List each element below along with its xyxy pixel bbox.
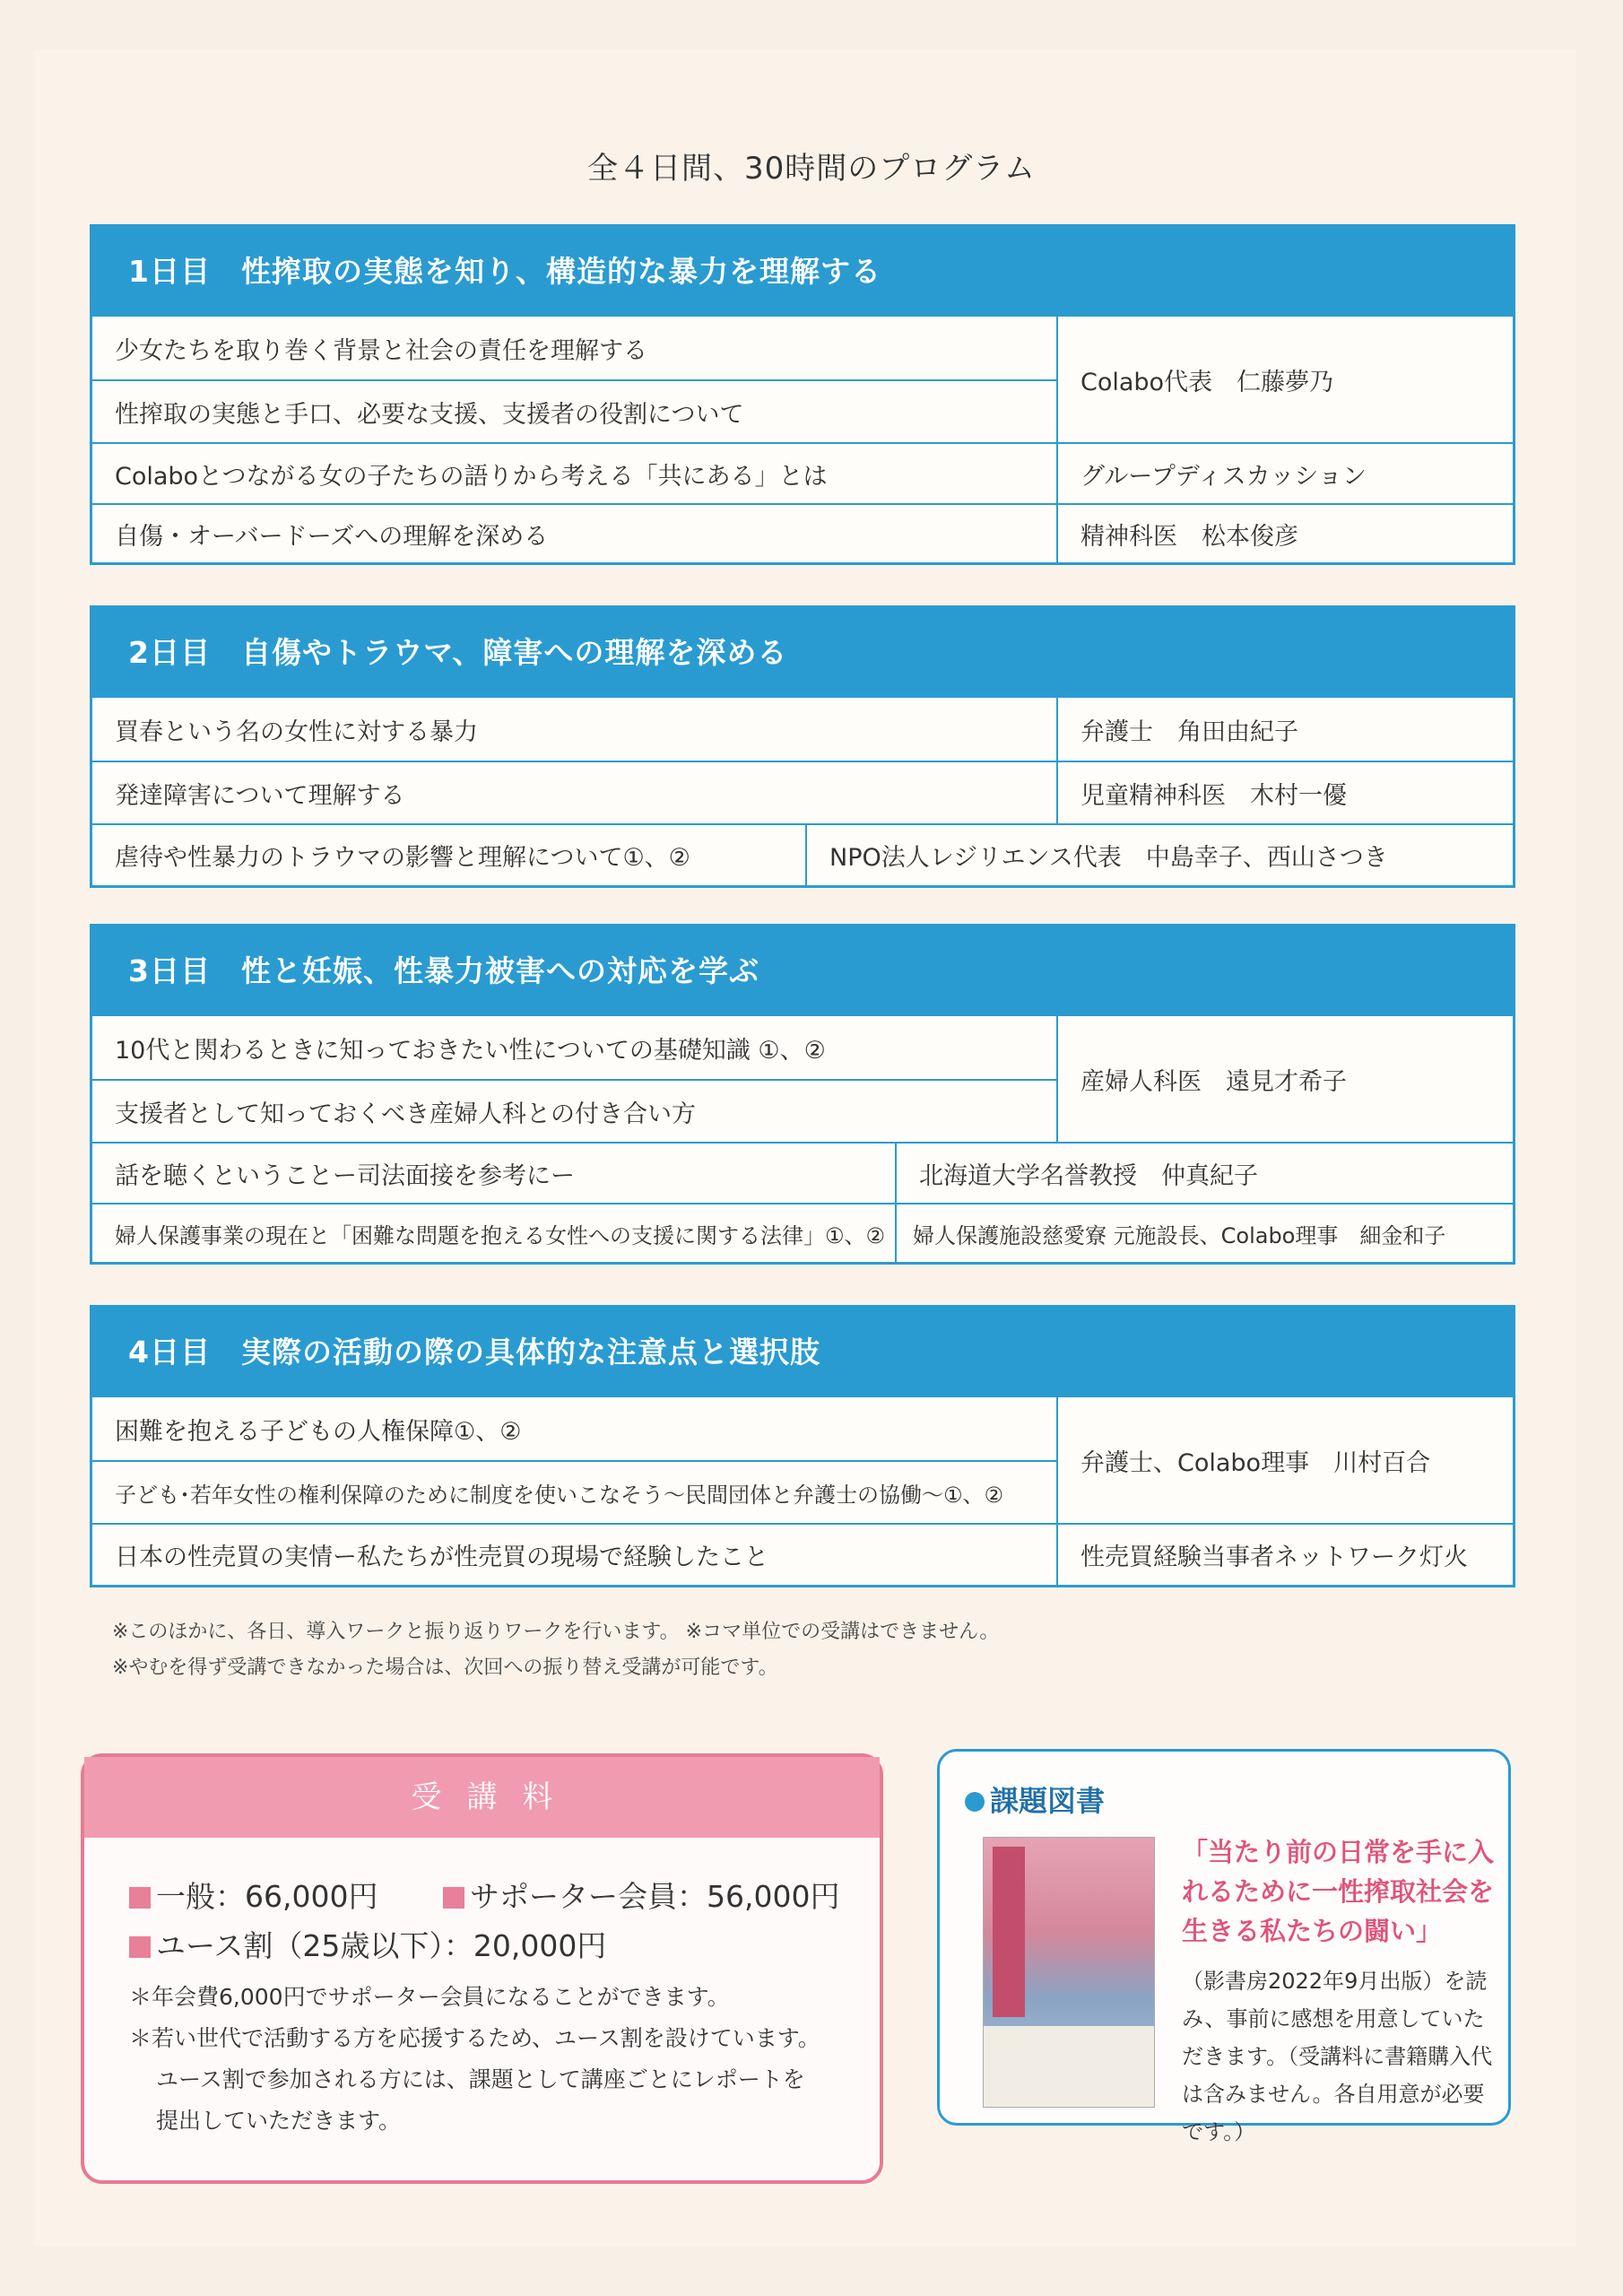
day2-speaker-1: 弁護士 角田由紀子 [1056,698,1513,761]
day3-session-2: 支援者として知っておくべき産婦人科との付き合い方 [92,1079,1056,1142]
day3-session-1: 10代と関わるときに知っておきたい性についての基礎知識 ①、② [115,1036,826,1065]
day1-speaker-2: グループディスカッション [1056,442,1513,503]
square-bullet-icon [443,1887,464,1909]
fee-general: 一般：66,000円 [129,1874,378,1916]
fee-supporter: サポーター会員：56,000円 [443,1874,839,1916]
day3-session-4: 婦人保護事業の現在と「困難な問題を抱える女性への支援に関する法律」①、② [92,1203,895,1262]
day3-block [90,924,1515,1265]
fee-heading: 受講料 [84,1757,880,1838]
notes [112,1614,999,1686]
day2-session-1: 買春という名の女性に対する暴力 [115,718,478,746]
day1-block [90,224,1515,565]
day1-session-1: 少女たちを取り巻く背景と社会の責任を理解する [115,336,647,365]
day1-speaker-3: 精神科医 松本俊彦 [1056,503,1513,562]
day2-speaker-2: 児童精神科医 木村一優 [1056,761,1513,823]
day4-session-2: 子ども･若年女性の権利保障のために制度を使いこなそう～民間団体と弁護士の協働～①、② [92,1460,1056,1523]
page-title: 全４日間、30時間のプログラム [587,151,1036,187]
day3-speaker-2: 北海道大学名誉教授 仲真紀子 [895,1142,1513,1203]
bullet-dot-icon [965,1792,985,1812]
square-bullet-icon [129,1936,151,1958]
fee-box [81,1753,883,2184]
book-box [937,1749,1511,2144]
fee-note-4: 提出していただきます。 [156,2108,402,2134]
day1-session-3: Colaboとつながる女の子たちの語りから考える「共にある」とは [92,442,1056,503]
day3-heading: 3日目 性と妊娠、性暴力被害への対応を学ぶ [92,926,1513,1016]
day1-speaker-1: Colabo代表 仁藤夢乃 [1056,317,1513,442]
day4-speaker-2: 性売買経験当事者ネットワーク灯火 [1056,1523,1513,1585]
fee-note-3: ユース割で参加される方には、課題として講座ごとにレポートを [156,2066,805,2092]
book-description: （影書房2022年9月出版）を読み、事前に感想を用意していただきます。（受講料に書籍購入代は含みません。各自用意が必要です。） [1182,1969,1493,2144]
day3-speaker-1: 産婦人科医 遠見才希子 [1056,1016,1513,1142]
fee-note-1: ＊年会費6,000円でサポーター会員になることができます。 [129,1984,730,2010]
day2-block [90,605,1515,888]
day1-heading: 1日目 性搾取の実態を知り、構造的な暴力を理解する [92,227,1513,317]
day1-session-4: 自傷・オーバードーズへの理解を深める [92,503,1056,562]
day2-heading: 2日目 自傷やトラウマ、障害への理解を深める [92,608,1513,698]
book-title: 「当たり前の日常を手に入れるために一性搾取社会を生きる私たちの闘い」 [1182,1837,1495,1946]
day4-session-3: 日本の性売買の実情ー私たちが性売買の現場で経験したこと [92,1523,1056,1585]
book-heading: 課題図書 [965,1779,1105,1820]
note-line-1: ※このほかに、各日、導入ワークと振り返りワークを行います。 ※コマ単位での受講はできません。 [112,1621,1000,1643]
day1-session-2: 性搾取の実態と手口、必要な支援、支援者の役割について [92,379,1056,442]
day2-speaker-3: NPO法人レジリエンス代表 中島幸子、西山さつき [805,823,1513,885]
book-cover-image [983,1837,1155,2108]
day3-session-3: 話を聴くということー司法面接を参考にー [92,1142,895,1203]
fee-youth: ユース割（25歳以下）：20,000円 [129,1923,606,1965]
note-line-2: ※やむを得ず受講できなかった場合は、次回への振り替え受講が可能です。 [112,1657,778,1679]
day4-session-1: 困難を抱える子どもの人権保障①、② [115,1417,522,1446]
day4-block [90,1305,1515,1587]
day4-speaker-1: 弁護士、Colabo理事 川村百合 [1056,1397,1513,1523]
day2-session-3: 虐待や性暴力のトラウマの影響と理解について①、② [92,823,805,885]
day3-speaker-3: 婦人保護施設慈愛寮 元施設長、Colabo理事 細金和子 [895,1203,1513,1262]
day4-heading: 4日目 実際の活動の際の具体的な注意点と選択肢 [92,1308,1513,1397]
fee-note-2: ＊若い世代で活動する方を応援するため、ユース割を設けています。 [129,2025,820,2051]
day2-session-2: 発達障害について理解する [92,761,1056,823]
square-bullet-icon [129,1887,151,1909]
